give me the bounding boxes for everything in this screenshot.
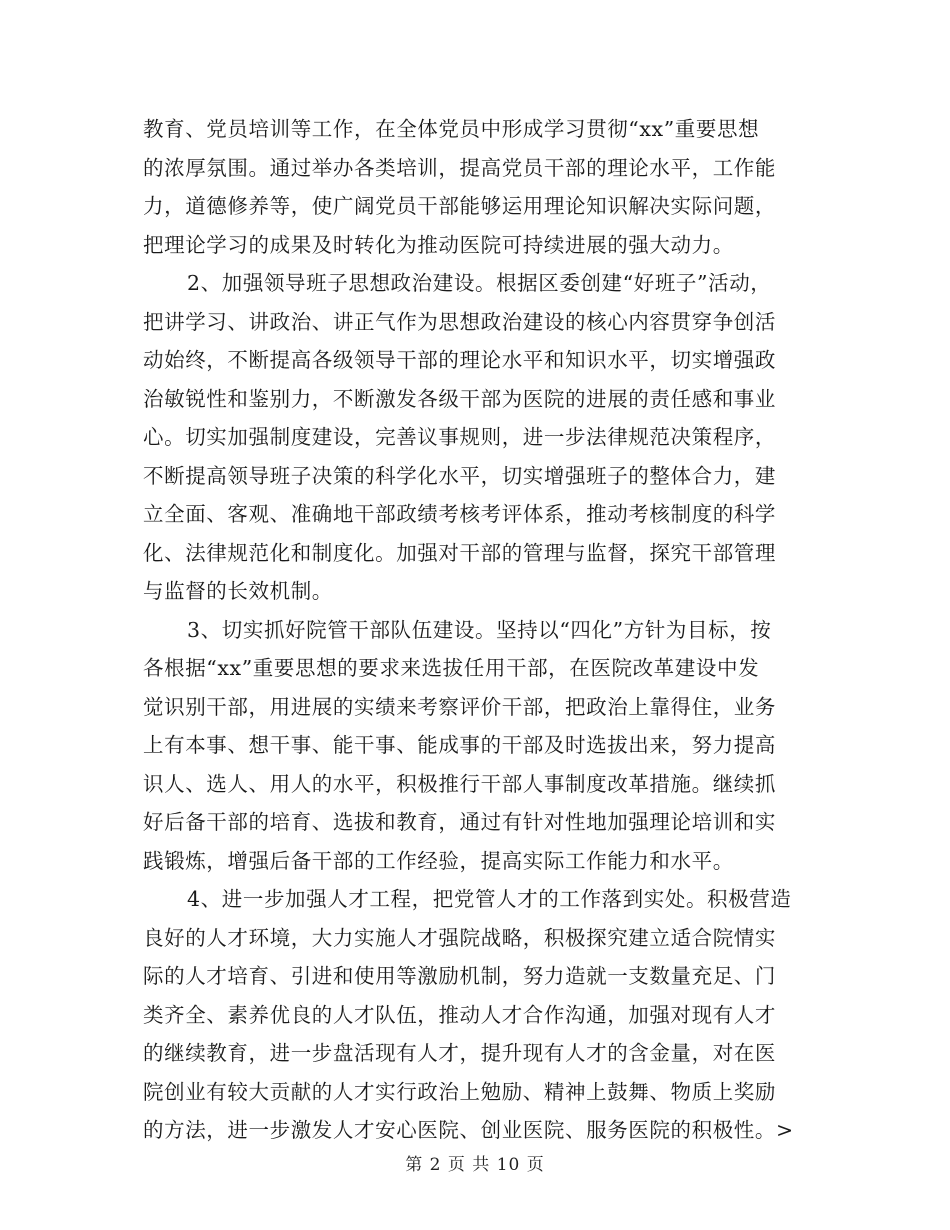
text-line: 动始终，不断提高各级领导干部的理论水平和知识水平，切实增强政 [143, 348, 776, 372]
text-line: 际的人才培育、引进和使用等激励机制，努力造就一支数量充足、门 [143, 964, 776, 988]
text-line: 3、切实抓好院管干部队伍建设。坚持以“四化”方针为目标，按 [187, 617, 772, 642]
paragraph-2 [143, 264, 811, 611]
text-line: 教育、党员培训等工作，在全体党员中形成学习贯彻“xx”重要思想 [143, 117, 760, 141]
text-line: 治敏锐性和鉴别力，不断激发各级干部为医院的进展的责任感和事业 [143, 386, 776, 411]
text-line: 把理论学习的成果及时转化为推动医院可持续进展的强大动力。 [143, 232, 734, 257]
page-number-footer: 第 2 页 共 10 页 [405, 1155, 545, 1175]
text-line: 与监督的长效机制。 [143, 579, 333, 603]
text-line: 各根据“xx”重要思想的要求来选拔任用干部，在医院改革建设中发 [143, 656, 760, 680]
text-line: 的浓厚氛围。通过举办各类培训，提高党员干部的理论水平，工作能 [143, 155, 776, 180]
text-line: 觉识别干部，用进展的实绩来考察评价干部，把政治上靠得住，业务 [143, 694, 776, 719]
paragraph-3 [143, 611, 811, 881]
text-line: 好后备干部的培育、选拔和教育，通过有针对性地加强理论培训和实 [143, 810, 776, 834]
paragraph-4 [143, 880, 811, 1150]
text-line: 把讲学习、讲政治、讲正气作为思想政治建设的核心内容贯穿争创活 [143, 309, 776, 334]
document-body [143, 110, 811, 1150]
text-line: 良好的人才环境，大力实施人才强院战略，积极探究建立适合院情实 [143, 925, 776, 950]
text-line: 4、进一步加强人才工程，把党管人才的工作落到实处。积极营造 [187, 887, 792, 911]
text-line: 类齐全、素养优良的人才队伍，推动人才合作沟通，加强对现有人才 [143, 1002, 776, 1027]
text-line: 识人、选人、用人的水平，积极推行干部人事制度改革措施。继续抓 [143, 771, 776, 796]
text-line: 院创业有较大贡献的人才实行政治上勉励、精神上鼓舞、物质上奖励 [143, 1079, 776, 1104]
text-line: 的方法，进一步激发人才安心医院、创业医院、服务医院的积极性。> [143, 1118, 794, 1142]
text-line: 2、加强领导班子思想政治建设。根据区委创建“好班子”活动， [187, 271, 772, 295]
text-line: 力，道德修养等，使广阔党员干部能够运用理论知识解决实际问题， [143, 194, 776, 218]
text-line: 践锻炼，增强后备干部的工作经验，提高实际工作能力和水平。 [143, 848, 734, 873]
text-line: 上有本事、想干事、能干事、能成事的干部及时选拔出来，努力提高 [143, 733, 776, 757]
paragraph-1 [143, 110, 811, 264]
text-line: 的继续教育，进一步盘活现有人才，提升现有人才的含金量，对在医 [143, 1041, 776, 1065]
text-line: 心。切实加强制度建设，完善议事规则，进一步法律规范决策程序， [143, 425, 776, 449]
text-line: 立全面、客观、准确地干部政绩考核考评体系，推动考核制度的科学 [143, 502, 776, 526]
text-line: 化、法律规范化和制度化。加强对干部的管理与监督，探究干部管理 [143, 540, 776, 565]
text-line: 不断提高领导班子决策的科学化水平，切实增强班子的整体合力，建 [143, 463, 776, 488]
